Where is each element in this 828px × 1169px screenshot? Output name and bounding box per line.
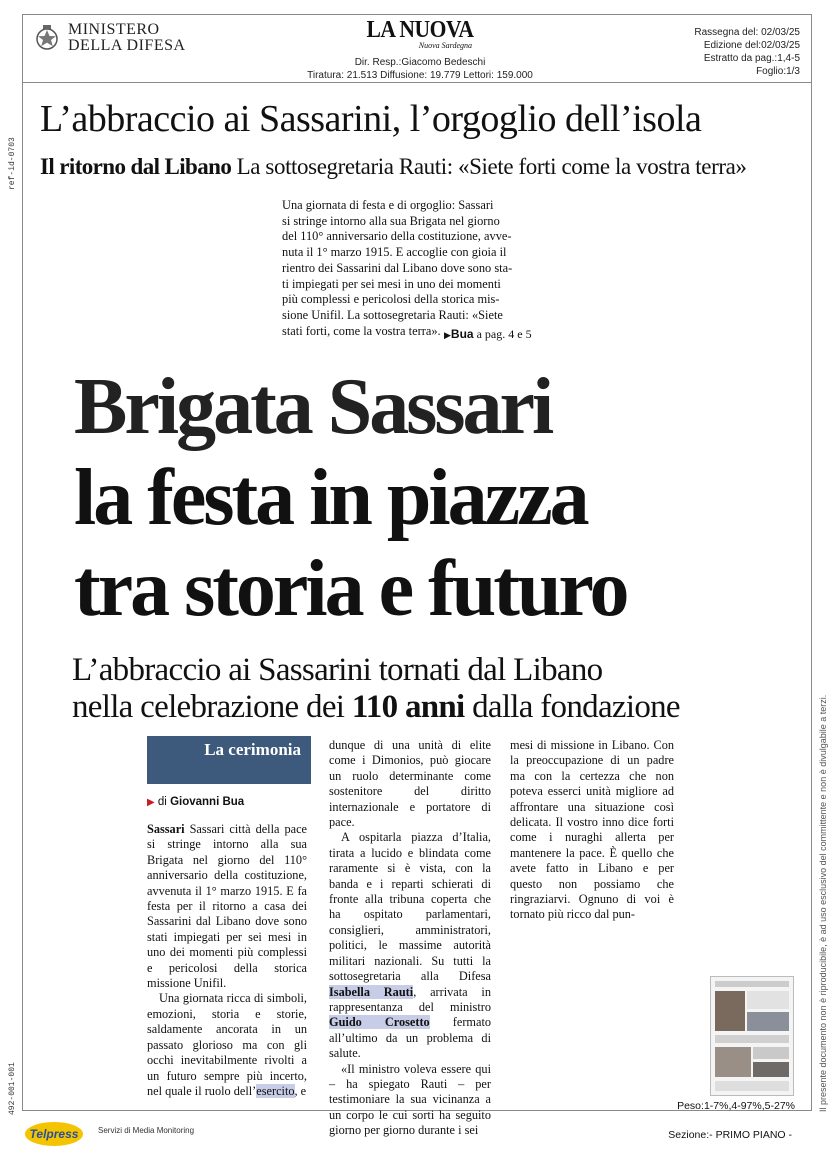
- subheadline: [40, 153, 747, 181]
- col1-p2-text: Una giornata ricca di simboli, emozioni, storia e storie, saldamente ancorata in un passato glorioso ma con gli occhi inevitabilmente rivolti a un futuro sempre più incerto, nel quale il ruolo dell’: [147, 991, 307, 1098]
- summary-line: sione Unifil. La sottosegretaria Rauti: «Siete: [282, 307, 503, 322]
- rassegna-date: Rassegna del: 02/03/25: [694, 27, 800, 38]
- ref-id-bottom: 492-001-001: [8, 1062, 17, 1115]
- summary-line: stati forti, come la vostra terra».: [282, 323, 441, 338]
- ministry-line1: MINISTERO: [68, 21, 160, 38]
- svg-text:Telpress: Telpress: [29, 1127, 79, 1141]
- subheadline-rest: La sottosegretaria Rauti: «Siete forti come la vostra terra»: [236, 154, 747, 179]
- ribbon-label: La cerimonia: [204, 740, 301, 759]
- col2-p2-end: fermato all’ultimo da un problema di salute.: [329, 1015, 492, 1061]
- byline-arrow-icon: ▶: [147, 797, 155, 808]
- highlight-esercito: esercito: [256, 1083, 295, 1098]
- extract-pages: Estratto da pag.:1,4-5: [703, 53, 800, 64]
- main-headline: [74, 362, 627, 635]
- disclaimer: Il presente documento non è riproducibile, è ad uso esclusivo del committente e non è divulgabile a terzi.: [818, 694, 828, 1112]
- article-column-1: [147, 822, 307, 1099]
- col2-p2-text: A ospitarla piazza d’Italia, tirata a lucido e blindata come raramente si è vista, con la banda e i reparti schierati di fronte alla tribuna coperta che ha ospitato parlamentari, consiglieri, amministratori, politici, le massime autorità militari nazionali. Su tutti la sottosegretaria alla Difesa: [329, 830, 491, 984]
- subheadline-bold: Il ritorno dal Libano: [40, 154, 232, 179]
- header-divider: [22, 82, 812, 83]
- deck-line2-bold: 110 anni: [351, 689, 465, 725]
- ministry-line2: DELLA DIFESA: [68, 37, 186, 54]
- ministry-name: [68, 22, 186, 54]
- article-column-3: [510, 738, 674, 923]
- pageref-pages: a pag. 4 e 5: [476, 327, 532, 341]
- col2-p2-mid: , arrivata in rappresentanza del ministro: [329, 984, 491, 1014]
- summary-line: rientro dei Sassarini dal Libano dove sono sta-: [282, 260, 513, 275]
- headline-line1: Brigata Sassari: [74, 363, 552, 451]
- col1-p1-text: Sassari città della pace si stringe intorno alla sua Brigata nel giorno del 110° anniversario della costituzione, avvenuta il 1° marzo 1915. E fa festa per il ritorno a casa dei Sassarini dal Libano dove sono stati impiegati per sei mesi in uno dei momenti più complessi e pericolosi della storica missione Unifil.: [147, 822, 307, 991]
- masthead-title: LA NUOVA: [366, 17, 474, 43]
- deck: [72, 652, 680, 726]
- highlight-crosetto: Guido Crosetto: [329, 1015, 430, 1030]
- headline-line2: la festa in piazza: [74, 454, 587, 542]
- summary-line: nuta il 1° marzo 1915. E accoglie con gioia il: [282, 245, 507, 260]
- summary-line: ti impiegati per sei mesi in uno dei momenti: [282, 276, 501, 291]
- clipping-meta: [694, 26, 800, 78]
- play-arrow-icon: ▶: [444, 330, 451, 340]
- telpress-logo-icon: [24, 1121, 84, 1147]
- servizi-label: Servizi di Media Monitoring: [98, 1126, 195, 1135]
- summary-line: più complessi e pericolosi della storica mis-: [282, 292, 500, 307]
- weight-info: Peso:1-7%,4-97%,5-27%: [677, 1100, 795, 1112]
- ministry-emblem-icon: [33, 24, 61, 52]
- col1-paragraph1: [147, 822, 307, 991]
- ref-id-top: ref-id-0703: [8, 137, 17, 190]
- deck-line2-a: nella celebrazione dei: [72, 689, 352, 725]
- col1-paragraph2: [147, 991, 307, 1099]
- summary-line: del 110° anniversario della costituzione, avve-: [282, 229, 512, 244]
- page-thumbnail: [710, 976, 794, 1096]
- pageref-author: Bua: [450, 327, 474, 341]
- front-summary: [282, 198, 540, 339]
- col1-p2-end: , e: [294, 1083, 307, 1098]
- deck-line2-c: dalla fondazione: [464, 689, 680, 725]
- byline: [147, 796, 244, 808]
- section-label: Sezione:- PRIMO PIANO -: [668, 1129, 792, 1141]
- page-reference: [444, 327, 532, 342]
- summary-line: Una giornata di festa e di orgoglio: Sassari: [282, 198, 494, 212]
- circulation: Tiratura: 21.513 Diffusione: 19.779 Lettori: 159.000: [307, 70, 533, 81]
- deck-line1: L’abbraccio ai Sassarini tornati dal Libano: [72, 652, 603, 688]
- col2-paragraph2: [329, 830, 491, 1061]
- byline-author: Giovanni Bua: [170, 796, 245, 808]
- byline-prefix: di: [157, 796, 171, 808]
- section-ribbon: [147, 736, 311, 784]
- col2-paragraph1: dunque di una unità di elite come i Dimonios, può giocare un ruolo determinante come sostenitore del diritto internazionale e portatore di pace.: [329, 738, 491, 830]
- edition-date: Edizione del:02/03/25: [703, 40, 800, 51]
- dateline: Sassari: [147, 822, 185, 836]
- highlight-rauti: Isabella Rauti: [329, 984, 414, 999]
- publication-info: [300, 56, 540, 82]
- headline-line3: tra storia e futuro: [74, 545, 627, 633]
- director: Dir. Resp.:Giacomo Bedeschi: [354, 57, 486, 68]
- col2-paragraph3: «Il ministro voleva essere qui – ha spiegato Rauti – per testimoniare la sua vicinanza a un corpo le cui sorti ha seguito giorno per giorno durante i sei: [329, 1061, 491, 1138]
- sheet-number: Foglio:1/3: [756, 66, 800, 77]
- article-column-2: [329, 738, 491, 1139]
- kicker-headline: L’abbraccio ai Sassarini, l’orgoglio dell’isola: [40, 98, 702, 140]
- masthead: [330, 18, 510, 50]
- summary-line: si stringe intorno alla sua Brigata nel giorno: [282, 213, 500, 228]
- masthead-subtitle: Nuova Sardegna: [418, 41, 472, 50]
- deck-line2: [72, 689, 680, 726]
- col3-paragraph1: mesi di missione in Libano. Con la preoccupazione di un padre ma con la certezza che non poteva esserci unità migliore ad affrontare una situazione così delicata. Il vostro inno dice forti come i nuraghi allerta per mantenere la pace. È quello che avete fatto in Libano e per questo non possiamo che ringraziarvi. Ognuno di voi è tornato più ricco dal pun-: [510, 738, 674, 922]
